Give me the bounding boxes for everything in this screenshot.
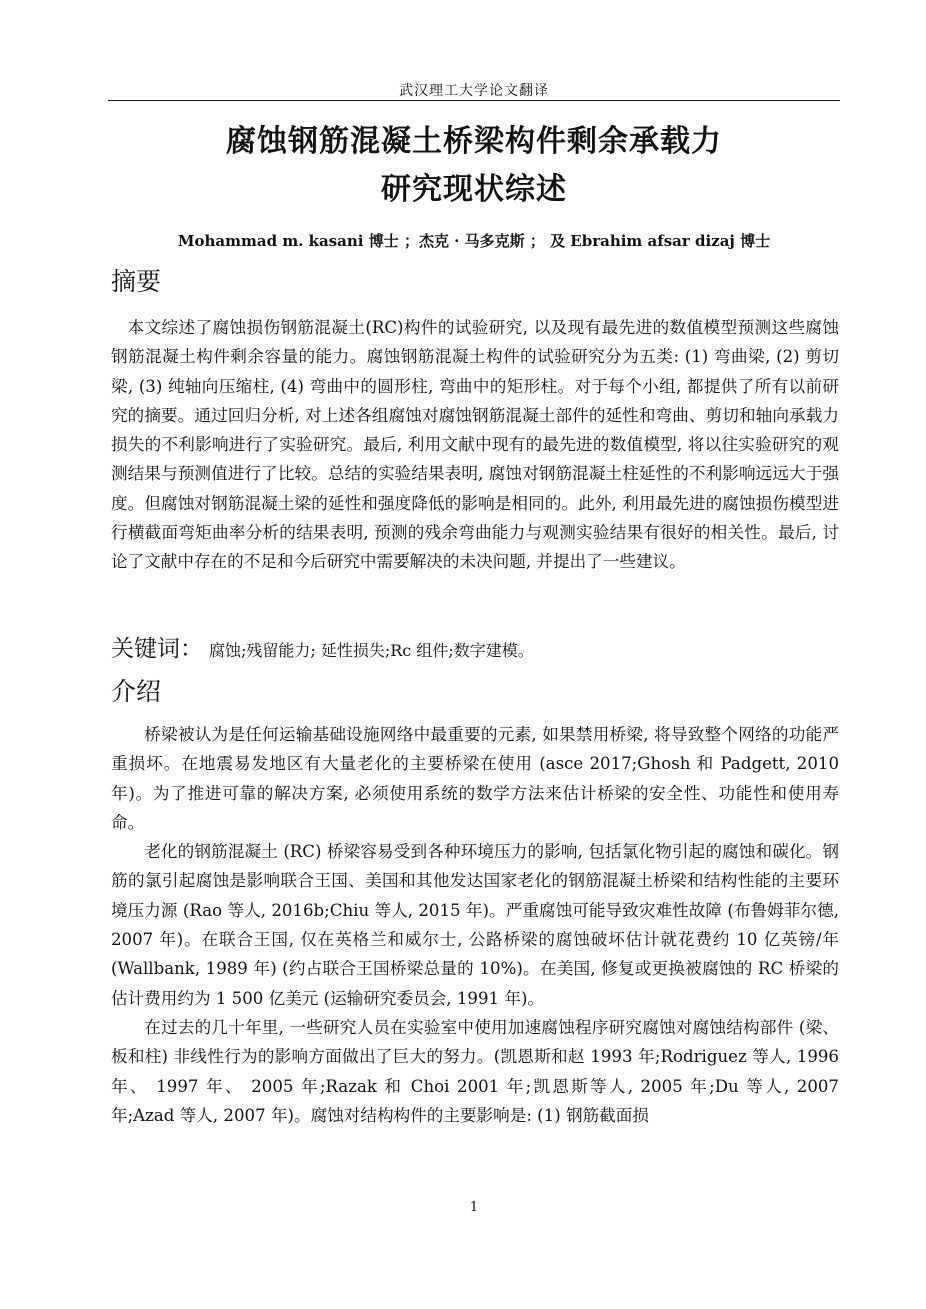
intro-paragraph-2: 老化的钢筋混凝土 (RC) 桥梁容易受到各种环境压力的影响, 包括氯化物引起的腐蚀和碳化。钢筋的氯引起腐蚀是影响联合王国、美国和其他发达国家老化的钢筋混凝土桥梁和结构性能的主要环境压力源 (Rao 等人, 2016b;Chiu 等人, 2015 年)。严重腐蚀可能导致灾难性故障 (布鲁姆菲尔德, 2007 年)。在联合王国, 仅在英格兰和威尔士, 公路桥梁的腐蚀破坏估计就花费约 10 亿英镑/年 (Wallbank, 1989 年) (约占联合王国桥梁总量的 10%)。在美国, 修复或更换被腐蚀的 RC 桥梁的估计费用约为 1 500 亿美元 (运输研究委员会, 1991 年)。 [111,842,839,1008]
introduction-body [111,720,839,1130]
keywords-line [111,630,534,663]
intro-paragraph-1: 桥梁被认为是任何运输基础设施网络中最重要的元素, 如果禁用桥梁, 将导致整个网络的功能严重损坏。在地震易发地区有大量老化的主要桥梁在使用 (asce 2017;Ghosh 和 Padgett, 2010 年)。为了推进可靠的解决方案, 必须使用系统的数学方法来估计桥梁的安全性、功能性和使用寿命。 [111,725,839,832]
abstract-paragraph: 本文综述了腐蚀损伤钢筋混凝土(RC)构件的试验研究, 以及现有最先进的数值模型预测这些腐蚀钢筋混凝土构件剩余容量的能力。腐蚀钢筋混凝土构件的试验研究分为五类: (1) 弯曲梁, (2) 剪切梁, (3) 纯轴向压缩柱, (4) 弯曲中的圆形柱, 弯曲中的矩形柱。对于每个小组, 都提供了所有以前研究的摘要。通过回归分析, 对上述各组腐蚀对腐蚀钢筋混凝土部件的延性和弯曲、剪切和轴向承载力损失的不利影响进行了实验研究。最后, 利用文献中现有的最先进的数值模型, 将以往实验研究的观测结果与预测值进行了比较。总结的实验结果表明, 腐蚀对钢筋混凝土柱延性的不利影响远远大于强度。但腐蚀对钢筋混凝土梁的延性和强度降低的影响是相同的。此外, 利用最先进的腐蚀损伤模型进行横截面弯矩曲率分析的结果表明, 预测的残余弯曲能力与观测实验结果有很好的相关性。最后, 讨论了文献中存在的不足和今后研究中需要解决的未决问题, 并提出了一些建议。 [111,318,839,572]
keywords-label: 关键词： [111,636,203,662]
paper-title-line-1: 腐蚀钢筋混凝土桥梁构件剩余承载力 [226,124,722,159]
intro-paragraph-3: 在过去的几十年里, 一些研究人员在实验室中使用加速腐蚀程序研究腐蚀对腐蚀结构部件 (梁、板和柱) 非线性行为的影响方面做出了巨大的努力。(凯恩斯和赵 1993 年;Rodriguez 等人, 1996 年、 1997 年、 2005 年;Razak 和 Choi 2001 年;凯恩斯等人, 2005 年;Du 等人, 2007 年;Azad 等人, 2007 年)。腐蚀对结构构件的主要影响是: (1) 钢筋截面损 [111,1017,839,1125]
running-header: 武汉理工大学论文翻译 [399,83,549,99]
abstract-body [111,313,839,577]
abstract-heading: 摘要 [111,267,162,296]
author-line: Mohammad m. kasani 博士 ；杰克 · 马多克斯 ； 及 Ebrahim afsar dizaj 博士 [177,232,771,250]
header-rule [108,100,840,101]
keywords-text: 腐蚀;残留能力; 延性损失;Rc 组件;数字建模。 [209,641,534,660]
paper-title-line-2: 研究现状综述 [381,172,567,207]
introduction-heading: 介绍 [111,677,162,706]
page-number: 1 [469,1200,479,1215]
